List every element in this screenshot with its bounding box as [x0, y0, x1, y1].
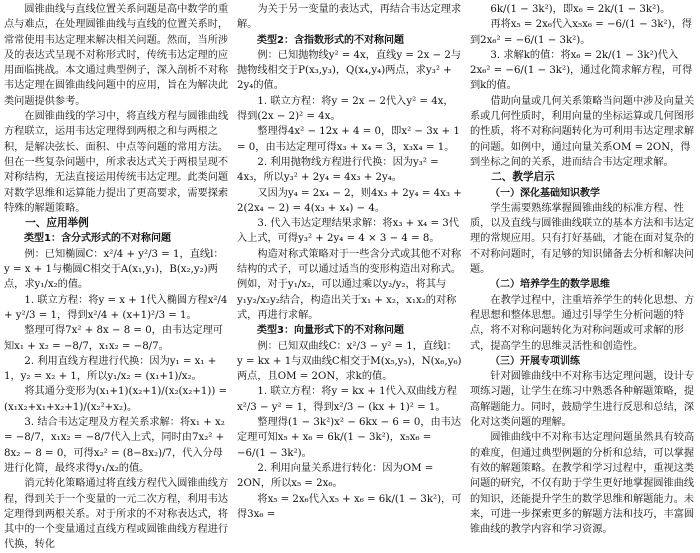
subsection-heading: （二）培养学生的数学思维	[490, 279, 610, 291]
paragraph: 又因为y₄ = 2x₄ − 2，则4x₃ + 2y₄ = 4x₃ + 2(2x₄ − 2) = 4(x₃ + x₄) − 4。	[237, 187, 462, 214]
paragraph: 例：已知抛物线y² = 4x，直线y = 2x − 2与抛物线相交于P(x₃,y₃)，Q(x₄,y₄)两点，求y₃² + 2y₄的值。	[237, 49, 462, 92]
paragraph: 在教学过程中，注重培养学生的转化思想、方程思想和整体思想。通过引导学生分析问题的特点，将不对称问题转化为对称问题或可求解的形式，提高学生的思维灵活性和创造性。	[470, 294, 695, 352]
paragraph: 在圆锥曲线的学习中，将直线方程与圆锥曲线方程联立，运用韦达定理得到两根之和与两根之积，是解决弦长、面积、中点等问题的常用方法。但在一些复杂问题中，所求表达式关于两根呈现不对称结构，无法直接运用传统韦达定理。此类问题对数学思维和运算能力提出了更高要求，需要探索特殊的解题策略。	[4, 111, 229, 214]
paragraph: 圆锥曲线与直线位置关系问题是高中数学的重点与难点，在处理圆锥曲线与直线的位置关系时，常常使用韦达定理来解决相关问题。然而，当所涉及的表达式呈现不对称形式时，传统韦达定理的应用面临挑战。本文通过典型例子，深入剖析不对称韦达定理在圆锥曲线问题中的应用，旨在为解决此类问题提供参考。	[4, 4, 229, 107]
paragraph: 3. 代入韦达定理结果求解：将x₃ + x₄ = 3代入上式，可得y₃² + 2y₄ = 4 × 3 − 4 = 8。	[237, 218, 459, 245]
subsection-heading: （一）深化基础知识教学	[490, 187, 600, 199]
type-heading: 类型1：含分式形式的不对称问题	[24, 233, 171, 245]
paragraph: 2. 利用抛物线方程进行代换：因为y₃² = 4x₃，所以y₃² + 2y₄ = 4x₃ + 2y₄。	[237, 156, 439, 184]
paragraph: 3. 结合韦达定理及方程关系求解：将x₁ + x₂ = −8/7，x₁x₂ = −8/7代入上式，同时由7x₂² + 8x₂ − 8 = 0，可得x₂² = (8−8x₂)/7，代入分母进行化简，最终求得y₁/x₂的值。	[4, 417, 225, 474]
paragraph: 3. 求解k的值：将x₆ = 2k/(1 − 3k²)代入2x₆² = −6/(1 − 3k²)，通过化简求解方程，可得到k的值。	[470, 49, 693, 92]
paragraph: 学生需要熟练掌握圆锥曲线的标准方程、性质，以及直线与圆锥曲线联立的基本方法和韦达定理的常规应用。只有打好基础，才能在面对复杂的不对称问题时，有足够的知识储备去分析和解决问题。	[470, 202, 695, 276]
paragraph: 借助向量或几何关系策略当问题中涉及向量关系或几何性质时，利用向量的坐标运算或几何图形的性质，将不对称问题转化为可利用韦达定理求解的问题。如例中，通过向量关系OM = 2ON，得到坐标之间的关系，进而结合韦达定理求解。	[470, 95, 695, 168]
paragraph: 将其通分变形为(x₁+1)(x₂+1)/(x₂(x₂+1)) = (x₁x₂+x₁+x₂+1)/(x₂²+x₂)。	[4, 386, 228, 413]
type-heading: 类型3：向量形式下的不对称问题	[257, 325, 404, 337]
subsection-heading: （三）开展专项训练	[490, 355, 580, 367]
paragraph: 1. 联立方程：将y = 2x − 2代入y² = 4x，得到(2x − 2)² = 4x。	[237, 95, 454, 123]
paragraph: 例：已知椭圆C：x²/4 + y²/3 = 1，直线l：y = x + 1与椭圆C相交于A(x₁,y₁)，B(x₂,y₂)两点，求y₁/x₂的值。	[4, 248, 224, 291]
paragraph: 为关于另一变量的表达式，再结合韦达定理求解。	[237, 4, 462, 31]
paragraph: 再将x₅ = 2x₆代入x₅x₆ = −6/(1 − 3k²)，得到2x₆² = −6/(1 − 3k²)。	[470, 19, 692, 46]
paragraph: 1. 联立方程：将y = x + 1代入椭圆方程x²/4 + y²/3 = 1，得到x²/4 + (x+1)²/3 = 1。	[4, 294, 228, 321]
paragraph: 2. 利用向量关系进行转化：因为OM = 2ON，所以x₅ = 2x₆。	[237, 462, 434, 490]
paragraph: 1. 联立方程：将y = kx + 1代入双曲线方程x²/3 − y² = 1，得到x²/3 − (kx + 1)² = 1。	[237, 386, 457, 413]
paragraph: 构造对称式策略对于一些含分式或其他不对称结构的式子，可以通过适当的变形构造出对称式。例如，对于y₁/x₂，可以通过乘以y₂/y₂，将其与y₁y₂/x₂y₂结合，构造出关于x₁ + x₂，x₁x₂的对称式，再进行求解。	[237, 248, 462, 321]
paragraph: 将x₅ = 2x₆代入x₅ + x₆ = 6k/(1 − 3k²)，可得3x₆ =	[237, 493, 462, 520]
column-middle	[237, 2, 462, 522]
paragraph: 针对圆锥曲线中不对称韦达定理问题，设计专项练习题，让学生在练习中熟悉各种解题策略，提高解题能力。同时，鼓励学生进行反思和总结，深化对这类问题的理解。	[470, 371, 695, 429]
paragraph: 消元转化策略通过将直线方程代入圆锥曲线方程，得到关于一个变量的一元二次方程，利用韦达定理得到两根关系。对于所求的不对称表达式，将其中的一个变量通过直线方程或圆锥曲线方程进行代换，转化	[4, 478, 229, 551]
paragraph: 整理可得7x² + 8x − 8 = 0，由韦达定理可知x₁ + x₂ = −8/7，x₁x₂ = −8/7。	[4, 325, 223, 352]
column-right	[470, 2, 695, 537]
paragraph: 整理得4x² − 12x + 4 = 0，即x² − 3x + 1 = 0，由韦达定理可得x₃ + x₄ = 3，x₃x₄ = 1。	[237, 126, 460, 153]
section-heading: 一、应用举例	[25, 217, 89, 230]
paragraph: 例：已知双曲线C：x²/3 − y² = 1，直线l：y = kx + 1与双曲线C相交于M(x₅,y₅)，N(x₆,y₆)两点，且OM = 2ON，求k的值。	[237, 340, 462, 383]
paragraph: 整理得(1 − 3k²)x² − 6kx − 6 = 0，由韦达定理可知x₅ + x₆ = 6k/(1 − 3k²)，x₅x₆ = −6/(1 − 3k²)。	[237, 417, 462, 459]
type-heading: 类型2：含指数形式的不对称问题	[257, 34, 404, 46]
section-heading: 二、教学启示	[491, 171, 555, 184]
column-left	[4, 2, 229, 553]
paragraph: 6k/(1 − 3k²)，即x₆ = 2k/(1 − 3k²)。	[490, 4, 671, 15]
paragraph: 圆锥曲线中不对称韦达定理问题虽然具有较高的难度，但通过典型例题的分析和总结，可以掌握有效的解题策略。在教学和学习过程中，重视这类问题的研究，不仅有助于学生更好地掌握圆锥曲线的知识，还能提升学生的数学思维和解题能力。未来，可进一步探索更多的解题方法和技巧，丰富圆锥曲线的教学内容和学习资源。	[470, 432, 695, 536]
paragraph: 2. 利用直线方程进行代换：因为y₁ = x₁ + 1，y₂ = x₂ + 1，所以y₁/x₂ = (x₁+1)/x₂。	[4, 355, 217, 383]
